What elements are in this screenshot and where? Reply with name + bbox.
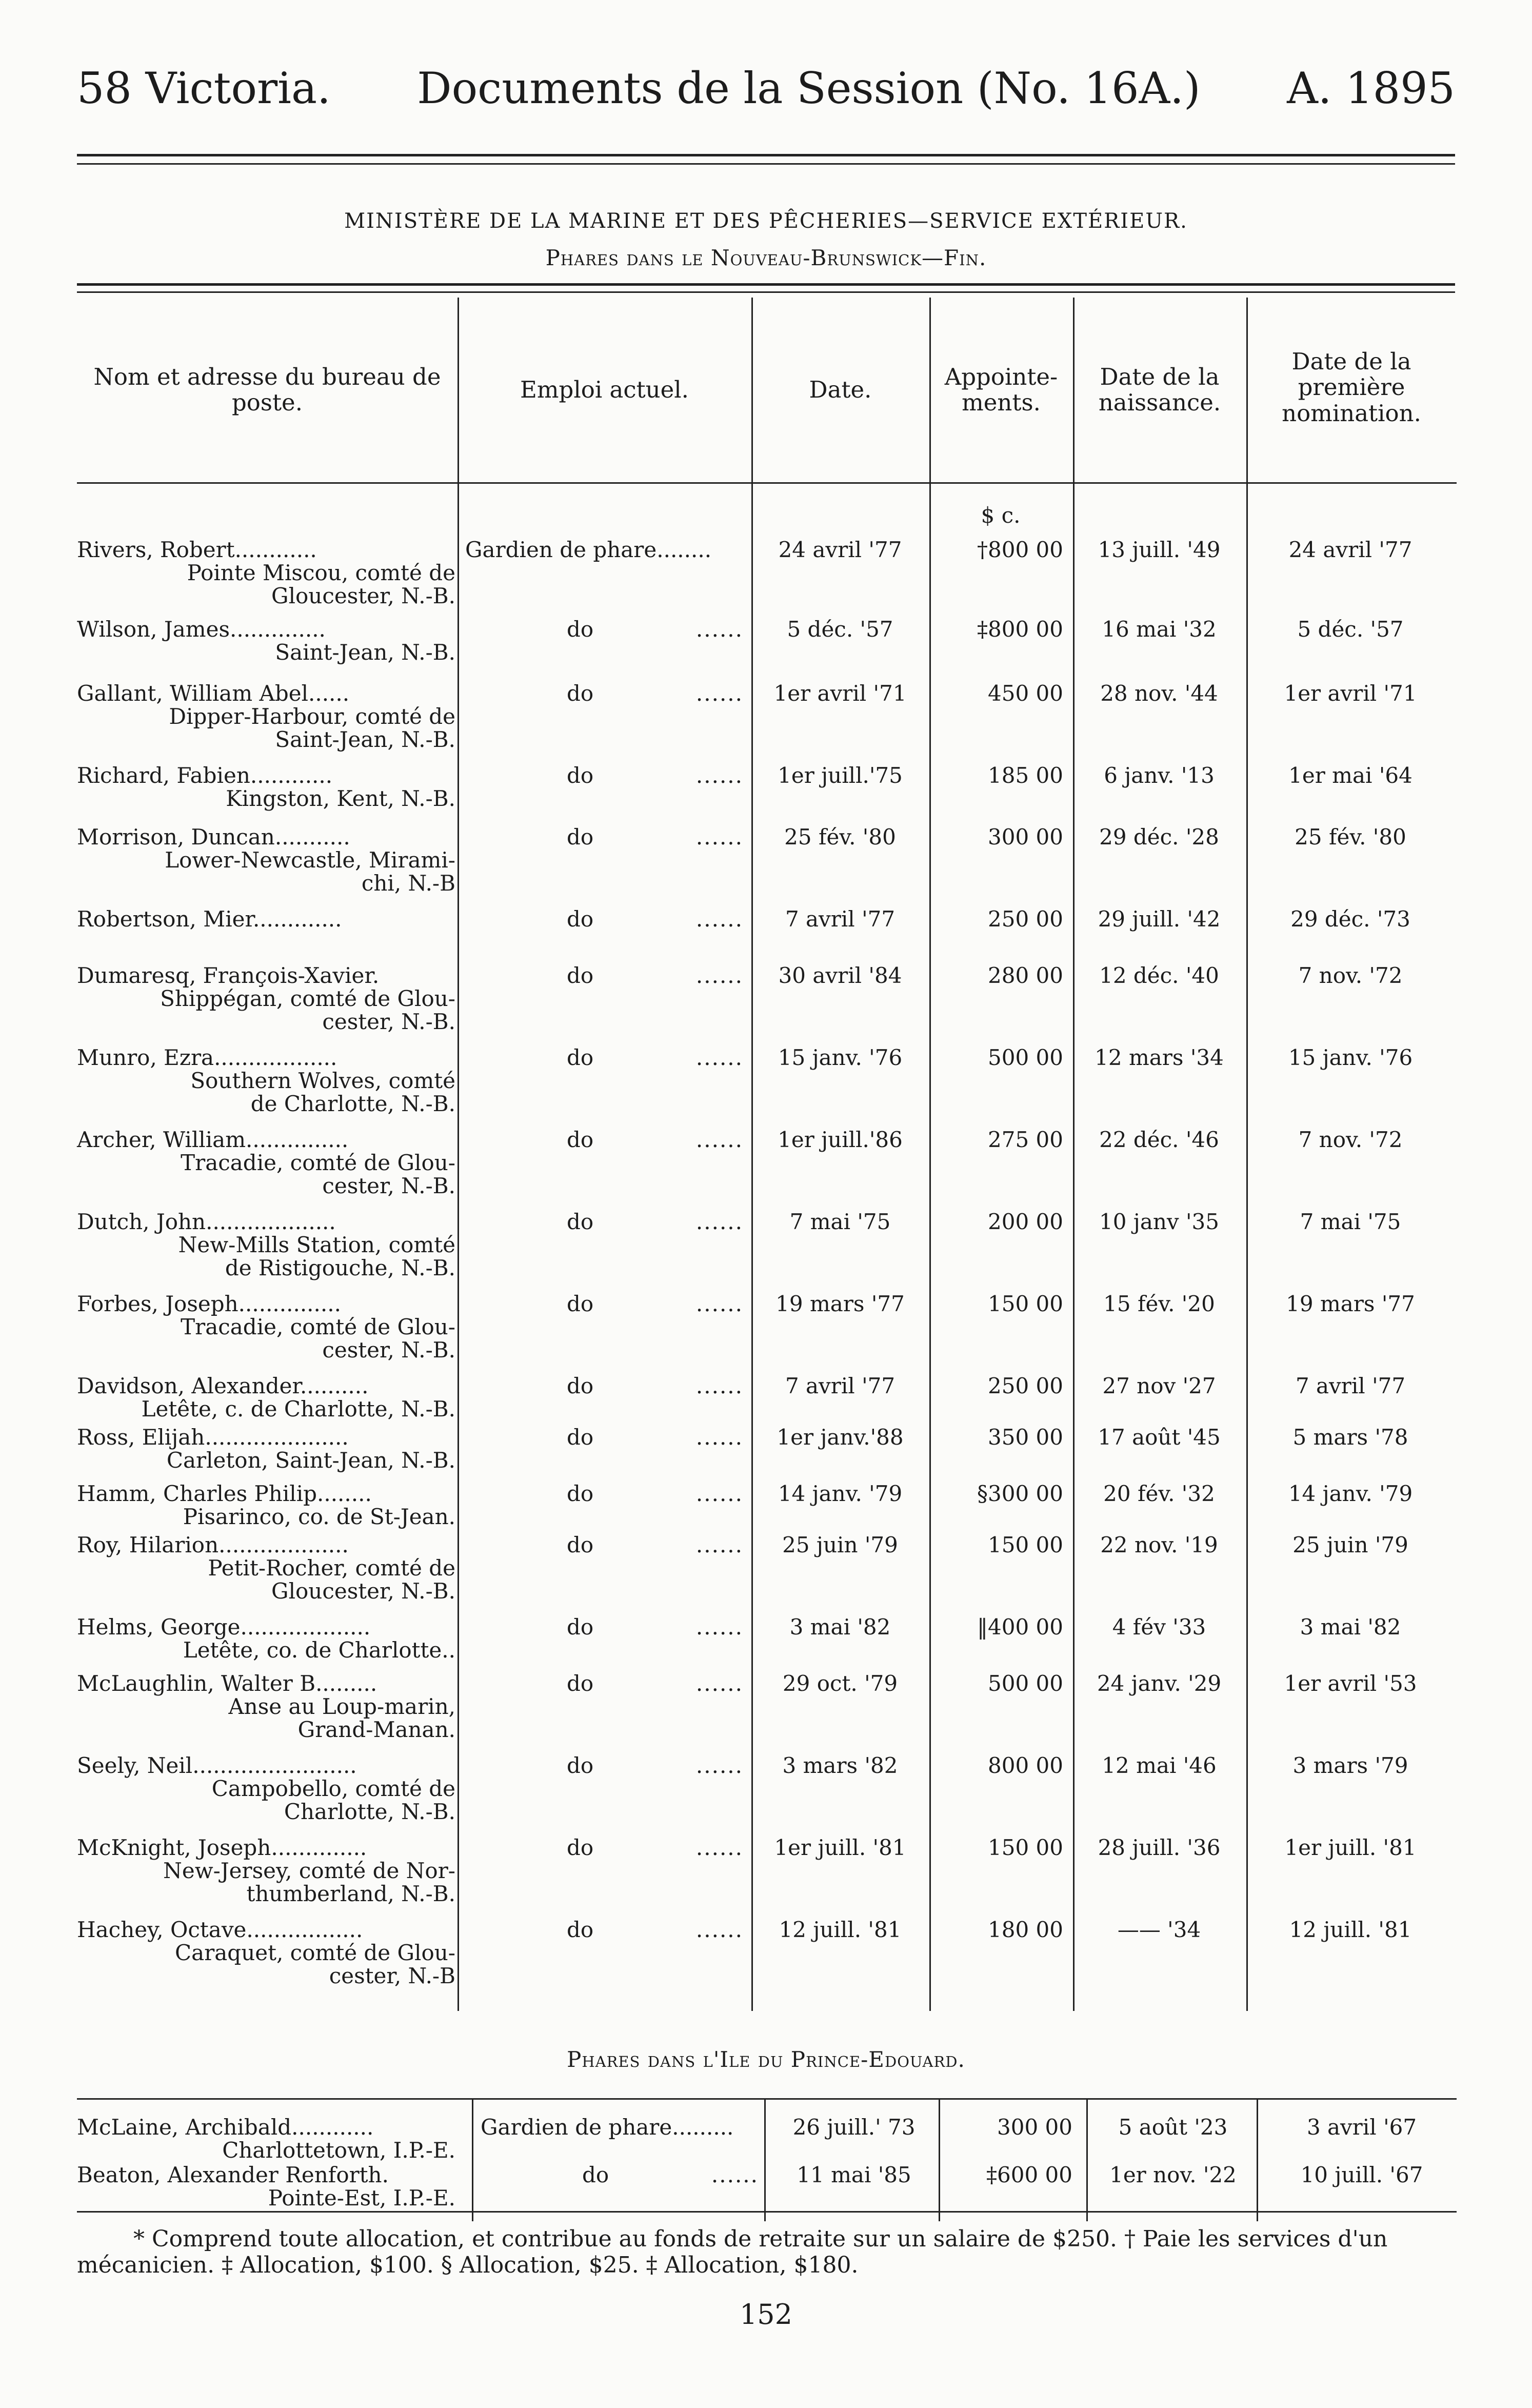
premiere-nomination-cell: 1er mai '64: [1288, 763, 1412, 788]
date-cell: 1er juill.'86: [778, 1127, 903, 1152]
naissance-cell: 13 juill. '49: [1098, 537, 1221, 562]
date-cell: 1er juill.'75: [778, 763, 903, 788]
naissance-cell: 27 nov '27: [1102, 1373, 1216, 1398]
emploi-value: do: [567, 963, 594, 988]
keeper-name: McLaughlin, Walter B.........: [77, 1671, 377, 1696]
emploi-value: do: [567, 681, 594, 706]
keeper-cell: [77, 2116, 455, 2162]
table-rule-top-2: [77, 291, 1455, 293]
naissance-cell: 16 mai '32: [1102, 617, 1217, 642]
leader-dots: ......: [695, 1291, 743, 1316]
post-office-address: Shippégan, comté de Glou- cester, N.-B.: [160, 985, 455, 1034]
appointements-cell: 500 00: [988, 1671, 1063, 1696]
keeper-cell: [77, 1375, 455, 1421]
leader-dots: ......: [695, 1532, 743, 1557]
date-cell: 29 oct. '79: [782, 1671, 898, 1696]
keeper-name: McLaine, Archibald............: [77, 2115, 374, 2140]
section-title-pei: Phares dans l'Ile du Prince-Edouard.: [567, 2047, 965, 2072]
keeper-name: Forbes, Joseph...............: [77, 1291, 341, 1316]
post-office-address: Letête, co. de Charlotte..: [183, 1637, 455, 1663]
appointements-cell: 185 00: [988, 763, 1063, 788]
keeper-name: Wilson, James..............: [77, 617, 326, 642]
keeper-name: Helms, George...................: [77, 1614, 371, 1640]
date-cell: 11 mai '85: [797, 2162, 911, 2187]
leader-dots: ......: [695, 1753, 743, 1778]
keeper-cell: [77, 1919, 455, 1988]
naissance-cell: 24 janv. '29: [1097, 1671, 1222, 1696]
header-left: 58 Victoria.: [77, 63, 331, 113]
leader-dots: ......: [695, 1835, 743, 1860]
leader-dots: ......: [695, 906, 743, 932]
keeper-cell: [77, 1534, 455, 1603]
keeper-cell: [77, 682, 455, 752]
leader-dots: ......: [695, 1127, 743, 1152]
date-cell: 1er juill. '81: [774, 1835, 906, 1860]
keeper-name: Gallant, William Abel......: [77, 681, 350, 706]
naissance-cell: 28 juill. '36: [1098, 1835, 1221, 1860]
date-cell: 7 mai '75: [789, 1209, 891, 1234]
date-cell: 26 juill.' 73: [792, 2115, 916, 2140]
keeper-cell: [77, 1211, 455, 1280]
date-cell: 12 juill. '81: [779, 1917, 902, 1942]
page-number: 152: [739, 2298, 793, 2331]
emploi-value: do: [567, 1532, 594, 1557]
post-office-address: Anse au Loup-marin, Grand-Manan.: [228, 1693, 455, 1742]
post-office-address: Lower-Newcastle, Mirami- chi, N.-B: [165, 847, 455, 896]
leader-dots: ......: [695, 617, 743, 642]
naissance-cell: 20 fév. '32: [1103, 1481, 1215, 1506]
keeper-cell: [77, 1483, 455, 1529]
appointements-cell: ‡600 00: [986, 2162, 1072, 2187]
appointements-cell: 150 00: [988, 1835, 1063, 1860]
keeper-cell: [77, 1426, 455, 1472]
keeper-cell: [77, 618, 455, 664]
keeper-cell: [77, 539, 455, 608]
date-cell: 25 juin '79: [782, 1532, 898, 1557]
emploi-value: do: [567, 1127, 594, 1152]
premiere-nomination-cell: 7 nov. '72: [1298, 963, 1403, 988]
post-office-address: Tracadie, comté de Glou- cester, N.-B.: [181, 1314, 455, 1363]
post-office-address: Pisarinco, co. de St-Jean.: [183, 1504, 455, 1529]
post-office-address: Pointe Miscou, comté de Gloucester, N.-B.: [187, 560, 455, 608]
keeper-name: Morrison, Duncan...........: [77, 824, 350, 850]
emploi-value: do: [567, 1835, 594, 1860]
appointements-cell: ‡800 00: [977, 617, 1063, 642]
naissance-cell: 17 août '45: [1098, 1425, 1221, 1450]
emploi-value: do: [567, 1425, 594, 1450]
column-divider: [764, 2098, 766, 2221]
leader-dots: ......: [695, 1917, 743, 1942]
header-rule: [77, 482, 1457, 484]
naissance-cell: 6 janv. '13: [1104, 763, 1215, 788]
leader-dots: ......: [695, 824, 743, 850]
keeper-cell: [77, 1293, 455, 1362]
premiere-nomination-cell: 7 avril '77: [1295, 1373, 1406, 1398]
premiere-nomination-cell: 1er juill. '81: [1284, 1835, 1417, 1860]
post-office-address: Caraquet, comté de Glou- cester, N.-B: [175, 1940, 455, 1988]
premiere-nomination-cell: 3 avril '67: [1306, 2115, 1417, 2140]
table-pei: [77, 2098, 1457, 2221]
post-office-address: Tracadie, comté de Glou- cester, N.-B.: [181, 1150, 455, 1198]
emploi-value: do: [567, 1209, 594, 1234]
keeper-name: McKnight, Joseph..............: [77, 1835, 367, 1860]
emploi-value: do: [567, 824, 594, 850]
keeper-name: Hachey, Octave.................: [77, 1917, 363, 1942]
emploi-value: do: [567, 1373, 594, 1398]
keeper-name: Dutch, John...................: [77, 1209, 336, 1234]
keeper-cell: [77, 1754, 455, 1824]
leader-dots: ......: [695, 1373, 743, 1398]
emploi-value: do: [567, 1753, 594, 1778]
premiere-nomination-cell: 24 avril '77: [1288, 537, 1412, 562]
post-office-address: New-Jersey, comté de Nor- thumberland, N.-B.: [163, 1858, 455, 1906]
date-cell: 19 mars '77: [775, 1291, 905, 1316]
column-divider: [472, 2098, 473, 2221]
appointements-cell: ‖400 00: [977, 1614, 1063, 1640]
premiere-nomination-cell: 29 déc. '73: [1290, 906, 1410, 932]
date-cell: 5 déc. '57: [787, 617, 893, 642]
post-office-address: Kingston, Kent, N.-B.: [226, 785, 455, 811]
keeper-name: Beaton, Alexander Renforth.: [77, 2162, 389, 2187]
keeper-cell: [77, 908, 455, 931]
table-rule-top: [77, 283, 1455, 286]
keeper-cell: [77, 1047, 455, 1116]
appointements-cell: 250 00: [988, 906, 1063, 932]
leader-dots: ......: [711, 2162, 759, 2187]
post-office-address: Carleton, Saint-Jean, N.-B.: [166, 1447, 455, 1473]
date-cell: 7 avril '77: [785, 906, 896, 932]
keeper-name: Archer, William...............: [77, 1127, 349, 1152]
appointements-cell: †800 00: [977, 537, 1063, 562]
post-office-address: Charlottetown, I.P.-E.: [222, 2137, 455, 2163]
premiere-nomination-cell: 15 janv. '76: [1288, 1045, 1413, 1070]
naissance-cell: 22 déc. '46: [1099, 1127, 1219, 1152]
emploi-value: do: [567, 1045, 594, 1070]
keeper-name: Munro, Ezra..................: [77, 1045, 337, 1070]
appointements-cell: §300 00: [977, 1481, 1063, 1506]
date-cell: 30 avril '84: [778, 963, 902, 988]
keeper-cell: [77, 1837, 455, 1906]
keeper-name: Roy, Hilarion...................: [77, 1532, 349, 1557]
table-nb: [77, 298, 1457, 2011]
col-header-naissance: Date de la naissance.: [1098, 363, 1221, 417]
premiere-nomination-cell: 3 mai '82: [1300, 1614, 1401, 1640]
keeper-name: Richard, Fabien............: [77, 763, 333, 788]
date-cell: 14 janv. '79: [778, 1481, 903, 1506]
emploi-value: Gardien de phare........: [465, 537, 712, 562]
keeper-cell: [77, 1616, 455, 1662]
premiere-nomination-cell: 25 fév. '80: [1295, 824, 1406, 850]
appointements-cell: 280 00: [988, 963, 1063, 988]
post-office-address: New-Mills Station, comté de Ristigouche, N.-B.: [178, 1232, 455, 1280]
premiere-nomination-cell: 7 mai '75: [1300, 1209, 1401, 1234]
footnote: * Comprend toute allocation, et contribue au fonds de retraite sur un salaire de $250. † Paie les services d'un mécanicien. ‡ Allocation, $100. § Allocation, $25. ‡ Allocation, $180.: [77, 2226, 1388, 2278]
naissance-cell: 12 mai '46: [1102, 1753, 1217, 1778]
premiere-nomination-cell: 1er avril '53: [1284, 1671, 1417, 1696]
appointements-cell: 800 00: [988, 1753, 1063, 1778]
premiere-nomination-cell: 12 juill. '81: [1289, 1917, 1412, 1942]
emploi-value: do: [567, 1917, 594, 1942]
ministry-title: MINISTÈRE DE LA MARINE ET DES PÊCHERIES—SERVICE EXTÉRIEUR.: [344, 209, 1188, 233]
emploi-value: do: [567, 1614, 594, 1640]
header-center: Documents de la Session (No. 16A.): [417, 63, 1201, 113]
post-office-address: Letête, c. de Charlotte, N.-B.: [141, 1396, 455, 1422]
header-rule-top: [77, 154, 1455, 156]
premiere-nomination-cell: 25 juin '79: [1292, 1532, 1408, 1557]
leader-dots: ......: [695, 1671, 743, 1696]
premiere-nomination-cell: 7 nov. '72: [1298, 1127, 1403, 1152]
leader-dots: ......: [695, 963, 743, 988]
col-header-name: Nom et adresse du bureau de poste.: [93, 363, 441, 417]
premiere-nomination-cell: 1er avril '71: [1284, 681, 1417, 706]
appointements-cell: 300 00: [997, 2115, 1072, 2140]
appointements-cell: 150 00: [988, 1532, 1063, 1557]
currency-label: $ c.: [981, 503, 1021, 528]
keeper-cell: [77, 1672, 455, 1742]
post-office-address: Southern Wolves, comté de Charlotte, N.-B.: [190, 1068, 455, 1116]
appointements-cell: 350 00: [988, 1425, 1063, 1450]
keeper-name: Dumaresq, François-Xavier.: [77, 963, 380, 988]
emploi-value: do: [582, 2162, 609, 2187]
emploi-value: do: [567, 1671, 594, 1696]
emploi-value: do: [567, 763, 594, 788]
appointements-cell: 200 00: [988, 1209, 1063, 1234]
emploi-value: do: [567, 617, 594, 642]
col-header-premiere: Date de la première nomination.: [1282, 348, 1421, 427]
naissance-cell: 29 déc. '28: [1099, 824, 1219, 850]
table-rule-top: [77, 2098, 1457, 2100]
leader-dots: ......: [695, 1045, 743, 1070]
keeper-name: Seely, Neil........................: [77, 1753, 357, 1778]
naissance-cell: 4 fév '33: [1112, 1614, 1206, 1640]
keeper-cell: [77, 964, 455, 1034]
post-office-address: Dipper-Harbour, comté de Saint-Jean, N.-B.: [169, 703, 455, 752]
date-cell: 15 janv. '76: [778, 1045, 903, 1070]
naissance-cell: 28 nov. '44: [1100, 681, 1218, 706]
emploi-value: do: [567, 1291, 594, 1316]
leader-dots: ......: [695, 1614, 743, 1640]
date-cell: 24 avril '77: [778, 537, 902, 562]
col-header-emploi: Emploi actuel.: [520, 376, 689, 403]
naissance-cell: —— '34: [1117, 1917, 1201, 1942]
col-header-date: Date.: [809, 376, 872, 403]
premiere-nomination-cell: 5 déc. '57: [1297, 617, 1404, 642]
keeper-name: Hamm, Charles Philip........: [77, 1481, 372, 1506]
leader-dots: ......: [695, 681, 743, 706]
date-cell: 25 fév. '80: [784, 824, 896, 850]
keeper-cell: [77, 2164, 455, 2210]
appointements-cell: 450 00: [988, 681, 1063, 706]
emploi-value: do: [567, 1481, 594, 1506]
post-office-address: Petit-Rocher, comté de Gloucester, N.-B.: [208, 1555, 455, 1604]
column-divider: [457, 298, 459, 2011]
date-cell: 1er avril '71: [773, 681, 907, 706]
keeper-name: Robertson, Mier.............: [77, 906, 342, 932]
leader-dots: ......: [695, 763, 743, 788]
running-header: [77, 63, 1455, 113]
premiere-nomination-cell: 5 mars '78: [1292, 1425, 1408, 1450]
col-header-appointements: Appointe-ments.: [944, 363, 1058, 417]
leader-dots: ......: [695, 1481, 743, 1506]
post-office-address: Pointe-Est, I.P.-E.: [268, 2185, 455, 2210]
emploi-value: do: [567, 906, 594, 932]
naissance-cell: 5 août '23: [1118, 2115, 1228, 2140]
naissance-cell: 10 janv '35: [1099, 1209, 1219, 1234]
header-right: A. 1895: [1287, 63, 1455, 113]
naissance-cell: 29 juill. '42: [1098, 906, 1221, 932]
emploi-value: Gardien de phare.........: [481, 2115, 734, 2140]
keeper-name: Davidson, Alexander..........: [77, 1373, 369, 1398]
leader-dots: ......: [695, 1425, 743, 1450]
post-office-address: Campobello, comté de Charlotte, N.-B.: [211, 1775, 455, 1824]
appointements-cell: 250 00: [988, 1373, 1063, 1398]
table-rule-bottom: [77, 2211, 1457, 2213]
appointements-cell: 180 00: [988, 1917, 1063, 1942]
keeper-name: Ross, Elijah.....................: [77, 1425, 349, 1450]
appointements-cell: 150 00: [988, 1291, 1063, 1316]
leader-dots: ......: [695, 1209, 743, 1234]
date-cell: 7 avril '77: [785, 1373, 896, 1398]
premiere-nomination-cell: 10 juill. '67: [1300, 2162, 1423, 2187]
naissance-cell: 1er nov. '22: [1109, 2162, 1237, 2187]
keeper-name: Rivers, Robert............: [77, 537, 317, 562]
section-title-nb: Phares dans le Nouveau-Brunswick—Fin.: [545, 245, 987, 270]
naissance-cell: 22 nov. '19: [1100, 1532, 1218, 1557]
keeper-cell: [77, 1129, 455, 1198]
date-cell: 1er janv.'88: [777, 1425, 904, 1450]
appointements-cell: 300 00: [988, 824, 1063, 850]
appointements-cell: 275 00: [988, 1127, 1063, 1152]
premiere-nomination-cell: 3 mars '79: [1292, 1753, 1408, 1778]
column-divider: [1086, 2098, 1088, 2221]
date-cell: 3 mai '82: [789, 1614, 891, 1640]
premiere-nomination-cell: 19 mars '77: [1286, 1291, 1415, 1316]
premiere-nomination-cell: 14 janv. '79: [1288, 1481, 1413, 1506]
keeper-cell: [77, 826, 455, 895]
naissance-cell: 15 fév. '20: [1103, 1291, 1215, 1316]
post-office-address: Saint-Jean, N.-B.: [275, 639, 455, 665]
date-cell: 3 mars '82: [782, 1753, 898, 1778]
appointements-cell: 500 00: [988, 1045, 1063, 1070]
naissance-cell: 12 mars '34: [1095, 1045, 1224, 1070]
naissance-cell: 12 déc. '40: [1099, 963, 1219, 988]
header-rule-bottom: [77, 163, 1455, 165]
keeper-cell: [77, 764, 455, 811]
